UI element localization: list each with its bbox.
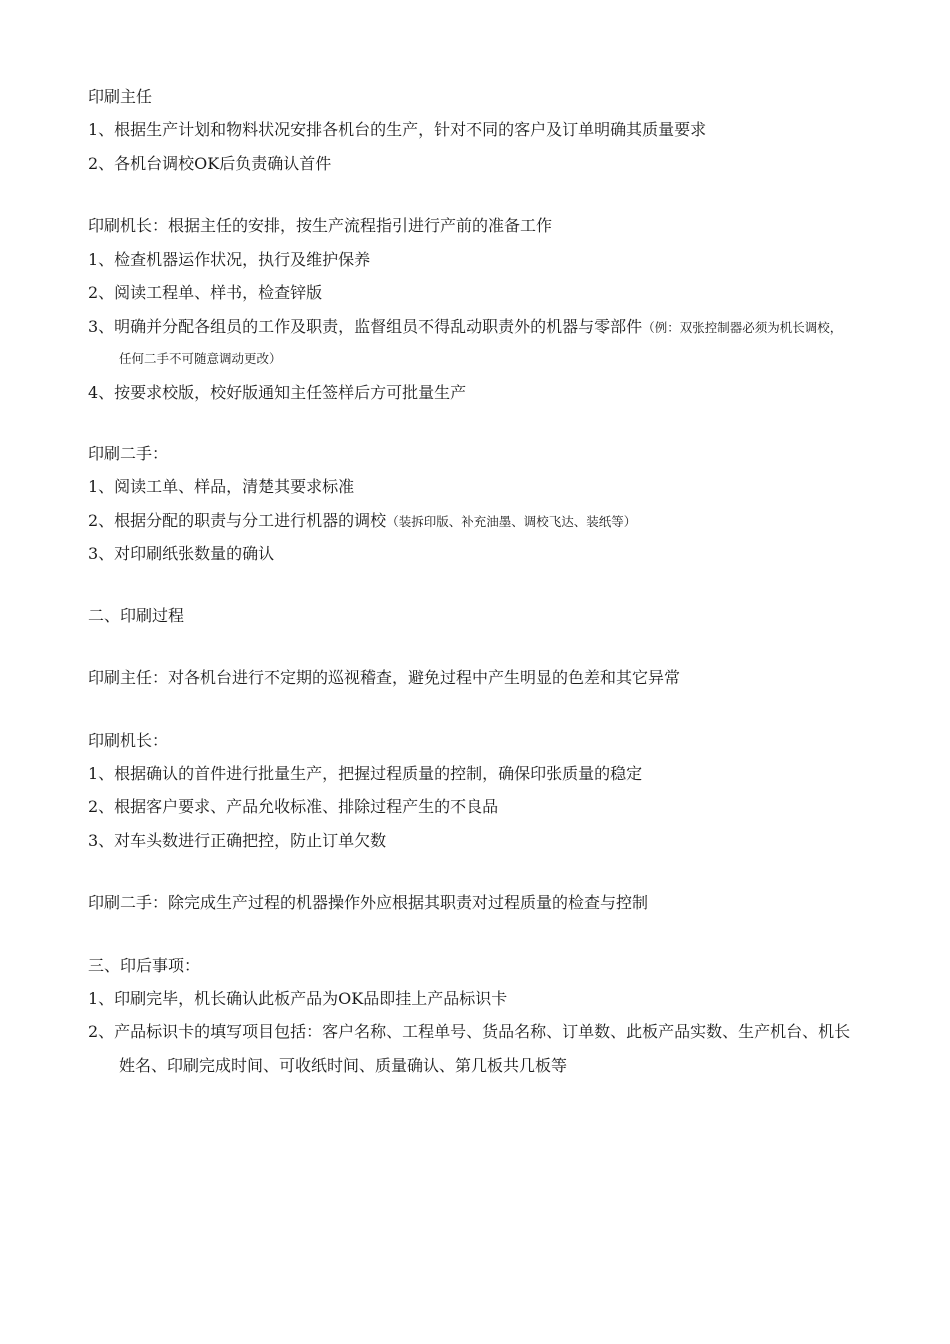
process-assistant: 印刷二手：除完成生产过程的机器操作外应根据其职责对过程质量的检查与控制 bbox=[88, 893, 649, 912]
captain-pre-item-3-note-cont: 任何二手不可随意调动更改） bbox=[119, 351, 282, 366]
process-captain-item-2: 2、根据客户要求、产品允收标准、排除过程产生的不良品 bbox=[88, 797, 499, 816]
captain-pre-item-4: 4、按要求校版，校好版通知主任签样后方可批量生产 bbox=[88, 383, 467, 402]
supervisor-pre-item-1: 1、根据生产计划和物料状况安排各机台的生产，针对不同的客户及订单明确其质量要求 bbox=[88, 120, 707, 139]
captain-pre-item-2: 2、阅读工程单、样书，检查锌版 bbox=[88, 283, 323, 302]
process-supervisor: 印刷主任：对各机台进行不定期的巡视稽查，避免过程中产生明显的色差和其它异常 bbox=[88, 668, 681, 687]
process-heading: 二、印刷过程 bbox=[88, 606, 185, 625]
post-item-1: 1、印刷完毕，机长确认此板产品为OK品即挂上产品标识卡 bbox=[88, 989, 508, 1008]
supervisor-pre-item-2: 2、各机台调校OK后负责确认首件 bbox=[88, 154, 332, 173]
captain-pre-title: 印刷机长：根据主任的安排，按生产流程指引进行产前的准备工作 bbox=[88, 216, 553, 235]
post-item-2: 2、产品标识卡的填写项目包括：客户名称、工程单号、货品名称、订单数、此板产品实数、生产机台、机长 bbox=[88, 1022, 851, 1041]
captain-pre-item-3-note: （例：双张控制器必须为机长调校， bbox=[642, 320, 843, 335]
assistant-pre-item-2-text: 2、根据分配的职责与分工进行机器的调校 bbox=[88, 511, 387, 530]
post-item-2-cont: 姓名、印刷完成时间、可收纸时间、质量确认、第几板共几板等 bbox=[119, 1056, 568, 1075]
captain-pre-item-3 bbox=[88, 317, 903, 338]
process-captain-item-1: 1、根据确认的首件进行批量生产，把握过程质量的控制，确保印张质量的稳定 bbox=[88, 764, 643, 783]
post-heading: 三、印后事项： bbox=[88, 956, 201, 975]
captain-pre-item-1: 1、检查机器运作状况，执行及维护保养 bbox=[88, 250, 371, 269]
assistant-pre-item-3: 3、对印刷纸张数量的确认 bbox=[88, 544, 275, 563]
captain-pre-item-3-text: 3、明确并分配各组员的工作及职责，监督组员不得乱动职责外的机器与零部件 bbox=[88, 317, 643, 336]
process-captain-title: 印刷机长： bbox=[88, 731, 169, 750]
assistant-pre-item-1: 1、阅读工单、样品，清楚其要求标准 bbox=[88, 477, 355, 496]
assistant-pre-item-2-note: （装拆印版、补充油墨、调校飞达、装纸等） bbox=[386, 514, 637, 529]
assistant-pre-item-2 bbox=[88, 511, 903, 532]
assistant-pre-title: 印刷二手： bbox=[88, 444, 169, 463]
process-captain-item-3: 3、对车头数进行正确把控，防止订单欠数 bbox=[88, 831, 387, 850]
supervisor-pre-title: 印刷主任 bbox=[88, 87, 153, 106]
